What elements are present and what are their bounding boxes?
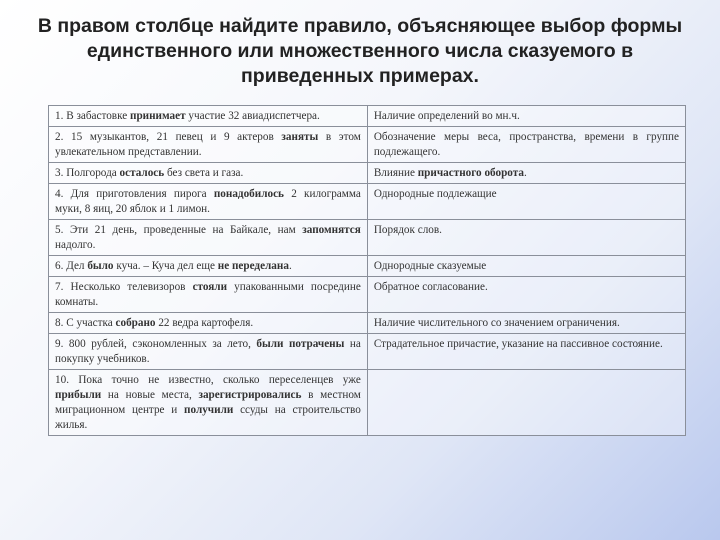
cell-text: 3. Полгорода	[55, 167, 120, 179]
cell-text: в этом увлекательном представлении.	[55, 131, 361, 158]
predicate-highlight: получили	[184, 404, 234, 416]
cell-text: 1. В забастовке	[55, 110, 130, 122]
cell-text: 7. Несколько телевизоров	[55, 281, 193, 293]
rule-cell	[367, 334, 685, 370]
example-cell	[49, 277, 368, 313]
cell-text: Наличие определений во мн.ч.	[373, 110, 520, 122]
predicate-highlight: стояли	[192, 281, 228, 293]
cell-text: Однородные сказуемые	[373, 260, 487, 272]
cell-text: на новые места,	[101, 389, 199, 401]
predicate-highlight: прибыли	[55, 389, 102, 401]
example-cell	[49, 163, 368, 184]
example-cell	[49, 106, 368, 127]
page-title: В правом столбце найдите правило, объясняющее выбор формы единственного или множественного числа сказуемого в приведенных примерах.	[37, 15, 683, 87]
cell-text: 22 ведра картофеля.	[155, 317, 254, 329]
example-cell	[49, 220, 368, 256]
cell-text: 4. Для приготовления пирога	[55, 188, 214, 200]
cell-text: без света и газа.	[164, 167, 244, 179]
cell-text: 6. Дел	[55, 260, 88, 272]
rule-cell	[367, 313, 685, 334]
predicate-highlight: были потрачены	[256, 338, 345, 350]
table-row	[49, 163, 686, 184]
table-row	[49, 256, 686, 277]
cell-text: в местном миграционном центре и	[55, 389, 361, 416]
table-row	[49, 313, 686, 334]
example-cell	[49, 313, 368, 334]
predicate-highlight: зарегистрировались	[198, 389, 302, 401]
cell-text: 9. 800 рублей, сэкономленных за лето,	[55, 338, 257, 350]
cell-text: ссуды на строительство жилья.	[55, 404, 361, 431]
cell-text: на покупку учебников.	[55, 338, 361, 365]
cell-text: 2. 15 музыкантов, 21 певец и 9 актеров	[55, 131, 282, 143]
rule-cell	[367, 127, 685, 163]
rule-cell	[367, 277, 685, 313]
rule-cell	[367, 184, 685, 220]
cell-text: куча. – Куча дел еще	[113, 260, 218, 272]
cell-text: 10. Пока точно не известно, сколько переселенцев уже	[55, 374, 361, 386]
cell-text: надолго.	[55, 239, 96, 251]
rule-cell	[367, 220, 685, 256]
rule-cell	[367, 163, 685, 184]
rule-cell	[367, 256, 685, 277]
example-cell	[49, 127, 368, 163]
cell-text: .	[523, 167, 527, 179]
predicate-highlight: принимает	[130, 110, 186, 122]
predicate-highlight: не переделана	[217, 260, 289, 272]
cell-text: 2 килограмма муки, 8 яиц, 20 яблок и 1 лимон.	[55, 188, 361, 215]
table-row	[49, 277, 686, 313]
predicate-highlight: осталось	[119, 167, 165, 179]
predicate-highlight: было	[87, 260, 114, 272]
example-cell	[49, 370, 368, 436]
cell-text: 5. Эти 21 день, проведенные на Байкале, нам	[55, 224, 303, 236]
table-row	[49, 127, 686, 163]
table-row	[49, 370, 686, 436]
predicate-highlight: причастного оборота	[417, 167, 524, 179]
example-cell	[49, 256, 368, 277]
example-cell	[49, 334, 368, 370]
cell-text: .	[288, 260, 292, 272]
cell-text: 8. С участка	[55, 317, 116, 329]
cell-text: Влияние	[373, 167, 418, 179]
table-row	[49, 334, 686, 370]
table-row	[49, 184, 686, 220]
rules-table	[48, 105, 686, 436]
cell-text: Страдательное причастие, указание на пассивное состояние.	[373, 338, 663, 350]
table-row	[49, 220, 686, 256]
cell-text: Однородные подлежащие	[373, 188, 497, 200]
predicate-highlight: собрано	[115, 317, 156, 329]
predicate-highlight: заняты	[281, 131, 319, 143]
cell-text: участие 32 авиадиспетчера.	[185, 110, 320, 122]
cell-text: Порядок слов.	[373, 224, 442, 236]
cell-text: Обозначение меры веса, пространства, времени в группе подлежащего.	[373, 131, 679, 158]
example-cell	[49, 184, 368, 220]
cell-text: Обратное согласование.	[373, 281, 488, 293]
rule-cell	[367, 370, 685, 436]
table-row	[49, 106, 686, 127]
cell-text: Наличие числительного со значением ограничения.	[373, 317, 620, 329]
cell-text: упакованными посредине комнаты.	[55, 281, 361, 308]
predicate-highlight: запомнятся	[302, 224, 361, 236]
predicate-highlight: понадобилось	[213, 188, 284, 200]
rule-cell	[367, 106, 685, 127]
